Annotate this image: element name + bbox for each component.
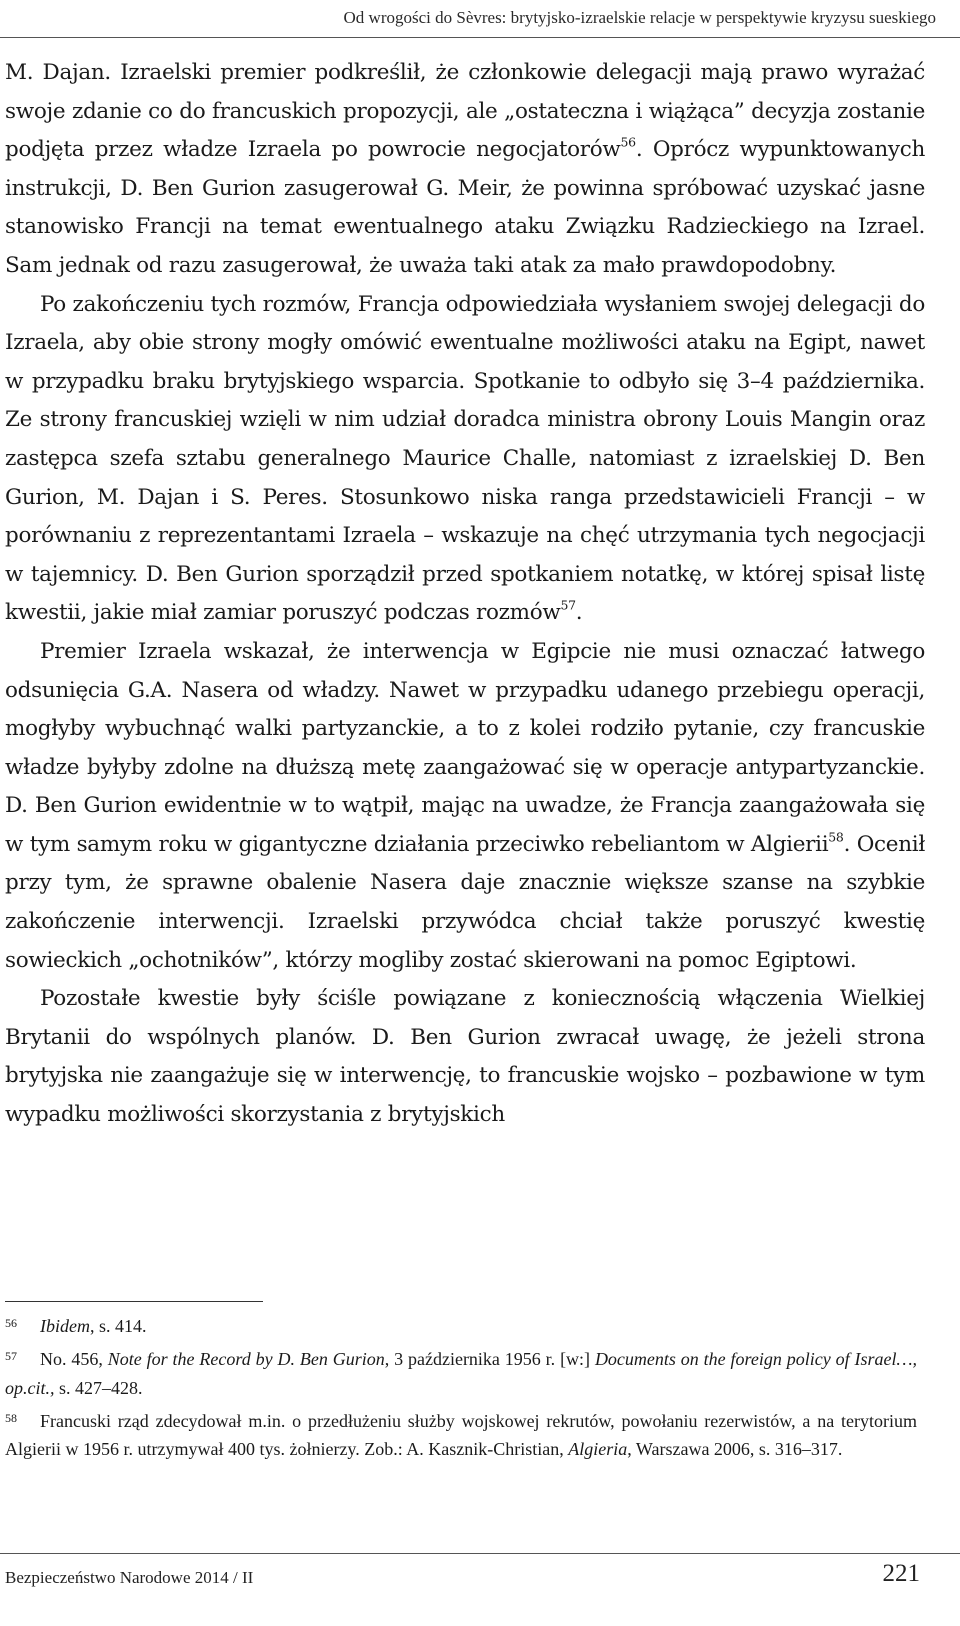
footnote-text: s. 427–428. xyxy=(54,1377,143,1398)
journal-title: Bezpieczeństwo Narodowe 2014 / II xyxy=(5,1568,254,1587)
footnote-number: 57 xyxy=(5,1349,17,1364)
main-text xyxy=(5,54,925,1135)
page-number: 221 xyxy=(882,1560,920,1587)
footnote-ref-57[interactable]: 57 xyxy=(560,597,576,613)
paragraph-3-text-a: Premier Izraela wskazał, że interwencja w Egipcie nie musi oznaczać łatwego odsunięcia G.A. Nasera od władzy. Nawet w przypadku udanego przebiegu operacji, mogłyby wybuchnąć walki partyzanckie, a to z kolei rodziło pytanie, czy francuskie władze byłyby zdolne na dłuższą metę zaangażować się w operacje antypartyzanckie. D. Ben Gurion ewidentnie w to wątpił, mając na uwadze, że Francja zaangażowała się w tym samym roku w gigantyczne działania przeciwko rebeliantom w Algierii xyxy=(5,638,925,857)
paragraph-2-text-a: Po zakończeniu tych rozmów, Francja odpowiedziała wysłaniem swojej delegacji do Izraela, aby obie strony mogły omówić ewentualne możliwości ataku na Egipt, nawet w przypadku braku brytyjskiego wsparcia. Spotkanie to odbyło się 3–4 października. Ze strony francuskiej wzięli w nim udział doradca ministra obrony Louis Mangin oraz zastępca szefa sztabu generalnego Maurice Challe, natomiast z izraelskiej D. Ben Gurion, M. Dajan i S. Peres. Stosunkowo niska ranga przedstawicieli Francji – w porównaniu z reprezentantami Izraela – wskazuje na chęć utrzymania tych negocjacji w tajemnicy. D. Ben Gurion sporządził przed spotkaniem notatkę, w której spisał listę kwestii, jakie miał zamiar poruszyć podczas rozmów xyxy=(5,291,925,626)
footnote-separator xyxy=(5,1301,263,1302)
paragraph-1-text-a: M. Dajan. Izraelski premier podkreślił, że członkowie delegacji mają prawo wyrażać swoje zdanie co do francuskich propozycji, ale „ostateczna i wiążąca” decyzja zostanie podjęta przez władze Izraela po powrocie negocjatorów xyxy=(5,60,925,163)
footnote-text: Francuski rząd zdecydował m.in. o przedłużeniu służby wojskowej rekrutów, powołaniu rezerwistów, a na terytorium Algierii w 1956 r. utrzymywał 400 tys. żołnierzy. Zob.: A. Kasznik-Christian, xyxy=(5,1410,917,1460)
paragraph-2-text-b: . xyxy=(575,600,583,626)
footnote-57 xyxy=(5,1342,917,1402)
paragraph-3-text-b: . Ocenił przy tym, że sprawne obalenie Nasera daje znacznie większe szanse na szybkie zakończenie interwencji. Izraelski przywódca chciał także poruszyć kwestię sowieckich „ochotników”, którzy mogliby zostać skierowani na pomoc Egiptowi. xyxy=(5,831,925,973)
footnote-text: , Warszawa 2006, s. 316–317. xyxy=(627,1439,843,1460)
footnote-italic: Note for the Record by D. Ben Gurion xyxy=(107,1349,385,1370)
footnotes xyxy=(5,1309,917,1465)
footnote-ref-56[interactable]: 56 xyxy=(620,134,636,150)
footnote-ref-58[interactable]: 58 xyxy=(828,829,844,845)
footnote-56 xyxy=(5,1309,917,1340)
running-header xyxy=(0,0,960,38)
footnote-text: , s. 414. xyxy=(89,1316,147,1336)
page-footer xyxy=(0,1553,960,1626)
paragraph-3 xyxy=(5,633,925,980)
footnote-text: , 3 października 1956 r. [w:] xyxy=(384,1349,595,1370)
paragraph-4: Pozostałe kwestie były ściśle powiązane z koniecznością włączenia Wielkiej Brytanii do wspólnych planów. D. Ben Gurion zwracał uwagę, że jeżeli strona brytyjska nie zaangażuje się w interwencję, to francuskie wojsko – pozbawione w tym wypadku możliwości skorzystania z brytyjskich xyxy=(5,986,925,1128)
footnote-text: No. 456, xyxy=(40,1349,108,1370)
paragraph-1-text-b: . Oprócz wypunktowanych instrukcji, D. Ben Gurion zasugerował G. Meir, że powinna spróbować uzyskać jasne stanowisko Francji na temat ewentualnego ataku Związku Radzieckiego na Izrael. Sam jednak od razu zasugerował, że uważa taki atak za mało prawdopodobny. xyxy=(5,137,925,278)
running-title: Od wrogości do Sèvres: brytyjsko-izraelskie relacje w perspektywie kryzysu sueskiego xyxy=(343,8,936,27)
footnote-italic: Algieria xyxy=(568,1439,628,1460)
footnote-58 xyxy=(5,1404,917,1464)
footnote-italic: Documents on the foreign policy of Israel…, op.cit., xyxy=(5,1349,918,1398)
footnote-number: 56 xyxy=(5,1316,17,1330)
paragraph-2 xyxy=(5,286,925,633)
footnote-italic: Ibidem xyxy=(40,1316,90,1336)
footnote-number: 58 xyxy=(5,1410,17,1425)
paragraph-1 xyxy=(5,54,925,286)
